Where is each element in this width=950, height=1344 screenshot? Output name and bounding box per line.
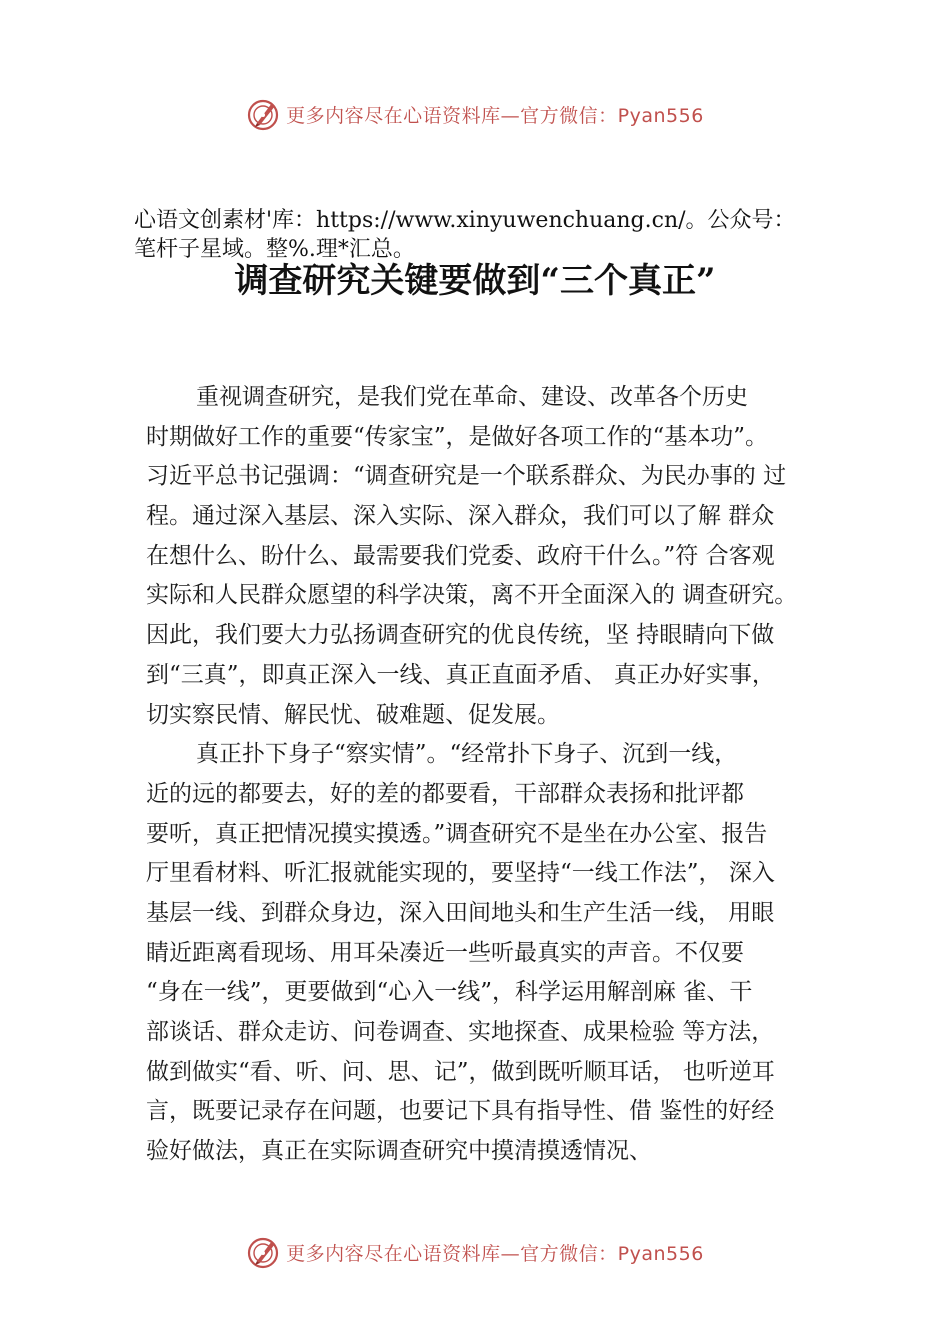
pen-nib-logo-icon: [246, 1235, 280, 1269]
text-line: 近的远的都要去，好的差的都要看，干部群众表扬和批评都: [146, 780, 744, 807]
paragraph-2: [146, 735, 846, 1172]
text-line: 因此，我们要大力弘扬调查研究的优良传统，坚 持眼睛向下做: [146, 622, 775, 649]
text-line: 重视调查研究，是我们党在革命、建设、改革各个历史: [196, 384, 748, 410]
text-line: 验好做法，真正在实际调查研究中摸清摸透情况、: [146, 1138, 652, 1165]
text-line: 在想什么、盼什么、最需要我们党委、政府干什么。”符 合客观: [146, 542, 775, 569]
text-line: 厅里看材料、听汇报就能实现的，要坚持“一线工作法”， 深入: [146, 860, 775, 887]
document-body: [146, 378, 846, 1172]
text-line: 真正扑下身子“察实情”。“经常扑下身子、沉到一线，: [196, 741, 738, 768]
text-line: 到“三真”，即真正深入一线、真正直面矛盾、 真正办好实事，: [146, 661, 775, 688]
source-note: [134, 206, 874, 264]
text-line: 部谈话、群众走访、问卷调查、实地探查、成果检验 等方法，: [146, 1019, 775, 1045]
source-note-line-1: 心语文创素材'库：https://www.xinyuwenchuang.cn/。公众号：: [134, 208, 796, 233]
text-line: 做到做实“看、听、问、思、记”，做到既听顺耳话， 也听逆耳: [146, 1058, 775, 1085]
text-line: 程。通过深入基层、深入实际、深入群众，我们可以了解 群众: [146, 503, 775, 530]
text-line: 基层一线、到群众身边，深入田间地头和生产生活一线， 用眼: [146, 899, 775, 926]
text-line: 习近平总书记强调：“调查研究是一个联系群众、为民办事的 过: [146, 463, 787, 490]
header-banner: [0, 94, 950, 134]
text-line: 言，既要记录存在问题，也要记下具有指导性、借 鉴性的好经: [146, 1098, 775, 1125]
document-title: 调查研究关键要做到“三个真正”: [234, 261, 716, 301]
text-line: 实际和人民群众愿望的科学决策，离不开全面深入的 调查研究。: [146, 582, 798, 609]
text-line: “身在一线”，更要做到“心入一线”，科学运用解剖麻 雀、干: [146, 979, 753, 1006]
header-wechat-id: Pyan556: [617, 104, 704, 127]
text-line: 切实察民情、解民忧、破难题、促发展。: [146, 701, 560, 728]
pen-nib-logo-icon: [246, 97, 280, 131]
text-line: 时期做好工作的重要“传家宝”，是做好各项工作的“基本功”。: [146, 423, 769, 450]
header-banner-text: [286, 101, 704, 128]
footer-banner-label: 更多内容尽在心语资料库—官方微信：: [286, 1242, 618, 1265]
paragraph-1: [146, 378, 846, 735]
footer-banner: [0, 1232, 950, 1272]
text-line: 要听，真正把情况摸实摸透。”调查研究不是坐在办公室、报告: [146, 820, 768, 847]
text-line: 睛近距离看现场、用耳朵凑近一些听最真实的声音。不仅要: [146, 939, 744, 966]
footer-wechat-id: Pyan556: [617, 1242, 704, 1265]
footer-banner-text: [286, 1239, 704, 1266]
header-banner-label: 更多内容尽在心语资料库—官方微信：: [286, 104, 618, 127]
source-note-line-2: 笔杆子星域。整%.理*汇总。: [134, 237, 415, 262]
